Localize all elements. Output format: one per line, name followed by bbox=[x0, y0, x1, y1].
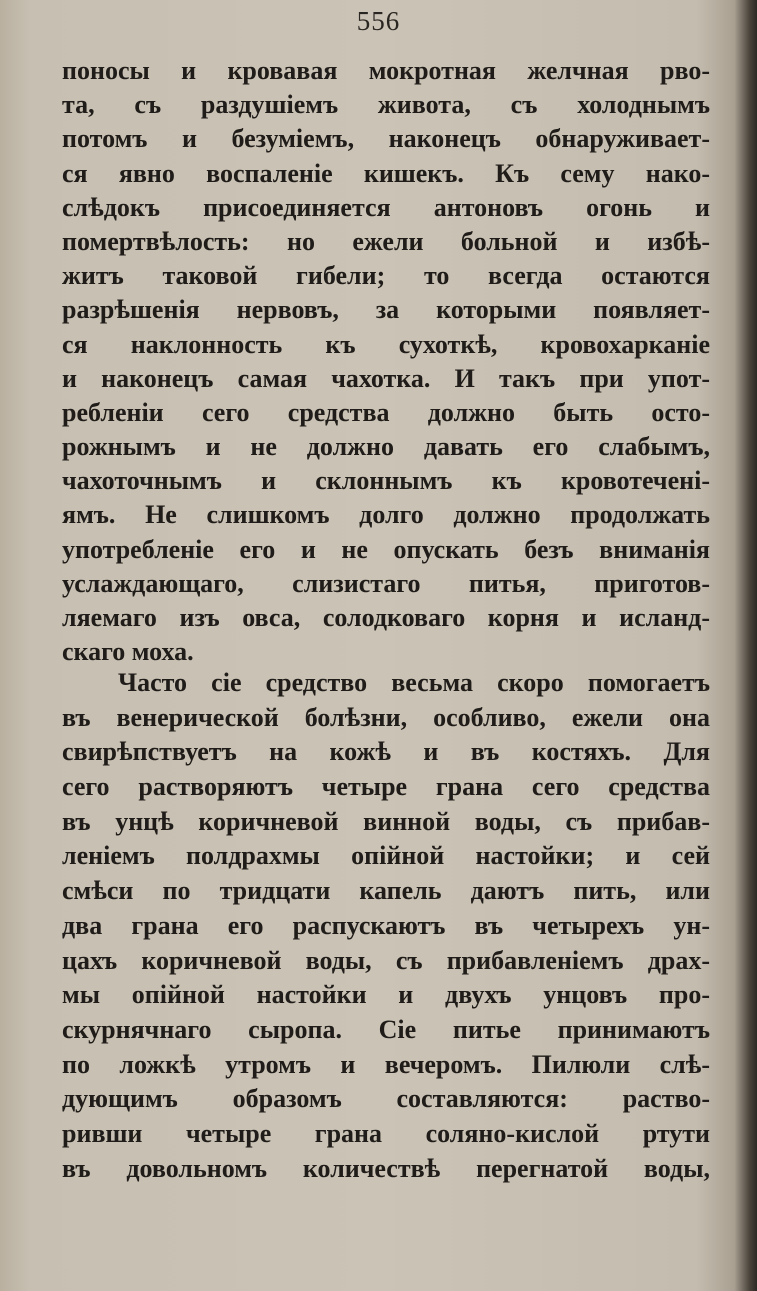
text-line: сего растворяютъ четыре грана сего средства bbox=[62, 772, 710, 802]
text-line: употребленіе его и не опускать безъ вниманія bbox=[62, 534, 710, 564]
text-line: въ унцѣ коричневой винной воды, съ прибав- bbox=[62, 806, 710, 836]
text-line: потомъ и безуміемъ, наконецъ обнаруживает- bbox=[62, 124, 710, 154]
text-line: разрѣшенія нервовъ, за которыми появляет- bbox=[62, 295, 710, 325]
text-line: поносы и кровавая мокротная желчная рво- bbox=[62, 56, 710, 85]
text-line: леніемъ полдрахмы опійной настойки; и сей bbox=[62, 841, 710, 871]
text-line: ся явно воспаленіе кишекъ. Къ сему нако- bbox=[62, 158, 710, 188]
text-line: та, съ раздушіемъ живота, съ холоднымъ bbox=[62, 90, 710, 120]
text-line: цахъ коричневой воды, съ прибавленіемъ драх- bbox=[62, 945, 710, 975]
text-line: въ венерической болѣзни, особливо, ежели она bbox=[62, 702, 710, 732]
text-line: свирѣпствуетъ на кожѣ и въ костяхъ. Для bbox=[62, 737, 710, 767]
text-line: ребленіи сего средства должно быть осто- bbox=[62, 397, 710, 427]
text-line: два грана его распускаютъ въ четырехъ ун- bbox=[62, 910, 710, 940]
text-line: ямъ. Не слишкомъ долго должно продолжать bbox=[62, 500, 710, 530]
text-line: чахоточнымъ и склоннымъ къ кровотеченi- bbox=[62, 466, 710, 496]
text-line: ривши четыре грана соляно-кислой ртути bbox=[62, 1118, 710, 1148]
text-line: слѣдокъ присоединяется антоновъ огонь и bbox=[62, 192, 710, 222]
text-line: житъ таковой гибели; то всегда остаются bbox=[62, 261, 710, 291]
paragraph-2 bbox=[62, 666, 710, 1186]
text-line: ляемаго изъ овса, солодковаго корня и исланд- bbox=[62, 603, 710, 632]
text-line: и наконецъ самая чахотка. И такъ при упот- bbox=[62, 363, 710, 393]
paragraph-1 bbox=[62, 54, 710, 669]
text-line: мы опійной настойки и двухъ унцовъ про- bbox=[62, 980, 710, 1010]
text-line: въ довольномъ количествѣ перегнатой воды, bbox=[62, 1153, 710, 1183]
text-line: помертвѣлость: но ежели больной и избѣ- bbox=[62, 226, 710, 256]
page-number: 556 bbox=[356, 6, 401, 36]
text-line: ся наклонность къ сухоткѣ, кровохарканіе bbox=[62, 329, 710, 359]
text-line: скаго моха. bbox=[62, 637, 194, 667]
text-line: скурнячнаго сыропа. Сіе питье принимаютъ bbox=[62, 1014, 710, 1044]
text-line: рожнымъ и не должно давать его слабымъ, bbox=[62, 432, 710, 462]
text-line: смѣси по тридцати капель даютъ пить, или bbox=[62, 876, 710, 906]
text-line: услаждающаго, слизистаго питья, приготов- bbox=[62, 568, 710, 598]
text-line: Часто сіе средство весьма скоро помогаетъ bbox=[118, 668, 710, 697]
text-line: по ложкѣ утромъ и вечеромъ. Пилюли слѣ- bbox=[62, 1049, 710, 1079]
text-line: дующимъ образомъ составляются: раство- bbox=[62, 1084, 710, 1114]
